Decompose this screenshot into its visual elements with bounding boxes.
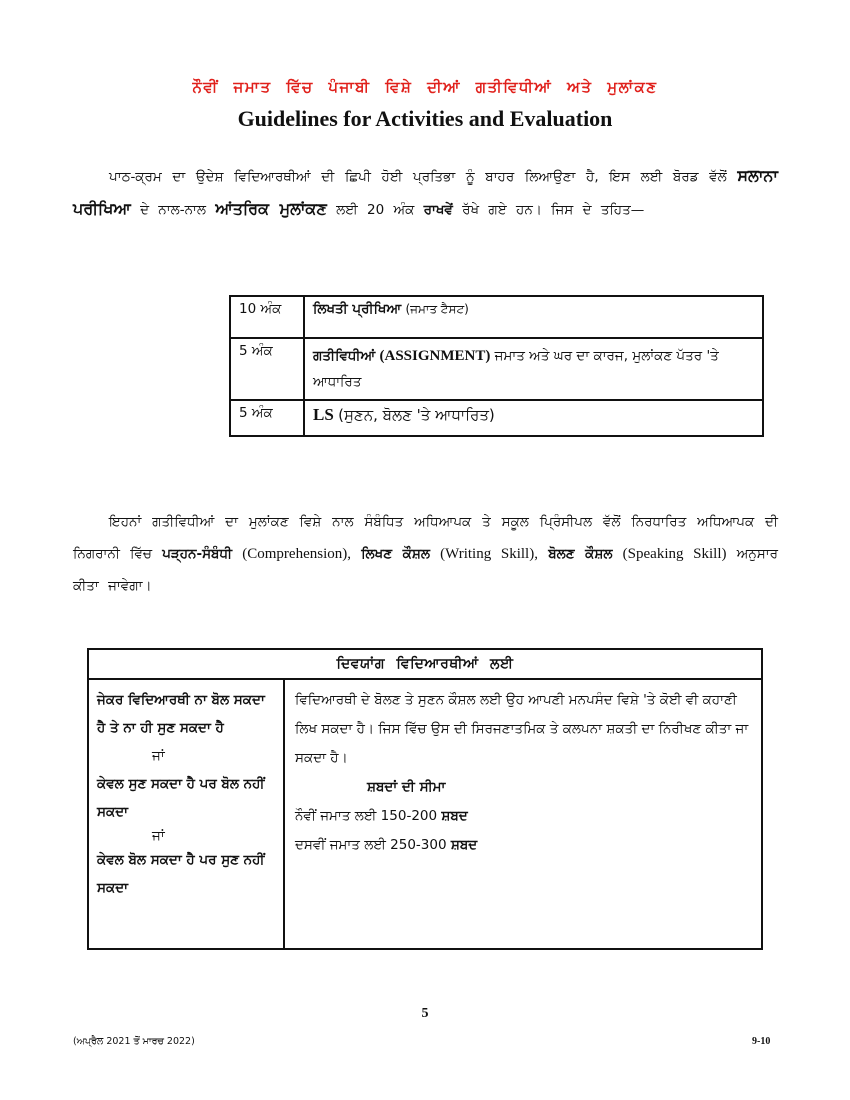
marks-cell: 10 ਅੰਕ xyxy=(230,296,304,338)
limit-bold: ਸ਼ਬਦ xyxy=(441,808,468,824)
intro-bold-internal-eval: ਆਂਤਰਿਕ ਮੁਲਾਂਕਣ xyxy=(215,199,327,218)
condition-2: ਕੇਵਲ ਸੁਣ ਸਕਦਾ ਹੈ ਪਰ ਬੋਲ ਨਹੀਂ ਸਕਦਾ xyxy=(97,776,265,820)
eval-en-comprehension: (Comprehension), xyxy=(242,546,351,562)
instructions-text: ਵਿਦਿਆਰਥੀ ਦੇ ਬੋਲਣ ਤੇ ਸੁਣਨ ਕੌਸ਼ਲ ਲਈ ਉਹ ਆਪਣੀ ਮਨਪਸੰਦ ਵਿਸ਼ੇ 'ਤੇ ਕੋਈ ਵੀ ਕਹਾਣੀ ਲਿਖ ਸਕਦਾ ਹੈ। ਜਿਸ ਵਿੱਚ ਉਸ ਦੀ ਸਿਰਜਣਾਤਮਿਕ ਤੇ ਕਲਪਨਾ ਸ਼ਕਤੀ ਦਾ ਨਿਰੀਖਣ ਕੀਤਾ ਜਾ ਸਕਦਾ ਹੈ। xyxy=(295,692,749,766)
limit-text: ਨੌਵੀਂ ਜਮਾਤ ਲਈ 150-200 xyxy=(295,808,438,824)
eval-en-speaking: (Speaking Skill) xyxy=(622,546,727,562)
instructions-cell xyxy=(284,679,762,949)
intro-bold-reserved: ਰਾਖਵੇਂ xyxy=(423,202,453,218)
description-cell xyxy=(304,296,763,338)
or-separator: ਜਾਂ xyxy=(152,748,165,764)
desc-english: (ASSIGNMENT) xyxy=(379,348,491,364)
eval-text-1: ਇਹਨਾਂ ਗਤੀਵਿਧੀਆਂ ਦਾ ਮੁਲਾਂਕਣ ਵਿਸ਼ੇ ਨਾਲ ਸੰਬੰਧਿਤ ਅਧਿਆਪਕ ਤੇ ਸਕੂਲ ਪ੍ਰਿੰਸੀਪਲ ਵੱਲੋਂ ਨਿਰਧਾਰਿਤ ਅਧਿਆਪਕ ਦੀ ਨਿਗਰਾਨੀ ਵਿੱਚ xyxy=(73,514,778,562)
footer-date-range: (ਅਪ੍ਰੈਲ 2021 ਤੋਂ ਮਾਰਚ 2022) xyxy=(73,1036,195,1047)
word-limit-class-10 xyxy=(295,831,751,860)
or-separator: ਜਾਂ xyxy=(152,828,165,844)
page-title-punjabi: ਨੌਵੀਂ ਜਮਾਤ ਵਿੱਚ ਪੰਜਾਬੀ ਵਿਸ਼ੇ ਦੀਆਂ ਗਤੀਵਿਧੀਆਂ ਅਤੇ ਮੁਲਾਂਕਣ xyxy=(192,78,658,96)
desc-bold: ਗਤੀਵਿਧੀਆਂ xyxy=(313,348,376,364)
eval-bold-comprehension: ਪੜ੍ਹਨ-ਸੰਬੰਧੀ xyxy=(162,546,233,562)
limit-text: ਦਸਵੀਂ ਜਮਾਤ ਲਈ 250-300 xyxy=(295,837,447,853)
disabled-students-table xyxy=(87,648,763,950)
marks-table xyxy=(229,295,764,437)
eval-bold-speaking: ਬੋਲਣ ਕੌਸ਼ਲ xyxy=(548,546,613,562)
intro-text-3: ਲਈ 20 ਅੰਕ xyxy=(336,202,415,218)
footer-class-range: 9-10 xyxy=(752,1036,771,1047)
limit-bold: ਸ਼ਬਦ xyxy=(450,837,478,853)
description-cell xyxy=(304,400,763,436)
desc-bold: ਲਿਖਤੀ ਪ੍ਰੀਖਿਆ xyxy=(313,301,402,317)
evaluation-paragraph xyxy=(73,506,778,602)
table-row xyxy=(230,338,763,400)
table-row xyxy=(230,400,763,436)
table-row xyxy=(230,296,763,338)
word-limit-class-9 xyxy=(295,802,751,831)
marks-cell: 5 ਅੰਕ xyxy=(230,338,304,400)
table-heading: ਦਿਵਯਾਂਗ ਵਿਦਿਆਰਥੀਆਂ ਲਈ xyxy=(88,649,762,679)
eval-text-2: ਅਨੁਸਾਰ ਕੀਤਾ ਜਾਵੇਗਾ। xyxy=(73,546,778,594)
intro-text-4: ਰੱਖੇ ਗਏ ਹਨ। ਜਿਸ ਦੇ ਤਹਿਤ— xyxy=(462,202,645,218)
condition-1: ਜੇਕਰ ਵਿਦਿਆਰਥੀ ਨਾ ਬੋਲ ਸਕਦਾ ਹੈ ਤੇ ਨਾ ਹੀ ਸੁਣ ਸਕਦਾ ਹੈ xyxy=(97,692,265,736)
word-limit-heading: ਸ਼ਬਦਾਂ ਦੀ ਸੀਮਾ xyxy=(367,779,446,795)
intro-text-1: ਪਾਠ-ਕ੍ਰਮ ਦਾ ਉਦੇਸ਼ ਵਿਦਿਆਰਥੀਆਂ ਦੀ ਛਿਪੀ ਹੋਈ ਪ੍ਰਤਿਭਾ ਨੂੰ ਬਾਹਰ ਲਿਆਉਣਾ ਹੈ, ਇਸ ਲਈ ਬੋਰਡ ਵੱਲੋਂ xyxy=(109,169,727,185)
intro-text-2: ਦੇ ਨਾਲ-ਨਾਲ xyxy=(140,202,207,218)
desc-english: LS xyxy=(313,405,334,424)
table-row xyxy=(88,679,762,949)
conditions-cell xyxy=(88,679,284,949)
intro-bold-annual-exam: ਸਲਾਨਾ ਪਰੀਖਿਆ xyxy=(73,166,778,218)
page-number: 5 xyxy=(421,1006,429,1021)
page-title-english: Guidelines for Activities and Evaluation xyxy=(237,106,613,131)
marks-cell: 5 ਅੰਕ xyxy=(230,400,304,436)
desc-text: (ਸੁਣਨ, ਬੋਲਣ 'ਤੇ ਆਧਾਰਿਤ) xyxy=(338,406,495,424)
condition-3: ਕੇਵਲ ਬੋਲ ਸਕਦਾ ਹੈ ਪਰ ਸੁਣ ਨਹੀਂ ਸਕਦਾ xyxy=(97,852,265,896)
intro-paragraph xyxy=(73,160,778,226)
desc-text: ਜਮਾਤ ਅਤੇ ਘਰ ਦਾ ਕਾਰਜ, ਮੁਲਾਂਕਣ ਪੱਤਰ 'ਤੇ ਆਧਾਰਿਤ xyxy=(313,348,719,390)
eval-bold-writing: ਲਿਖਣ ਕੌਸ਼ਲ xyxy=(361,546,430,562)
description-cell xyxy=(304,338,763,400)
desc-text: (ਜਮਾਤ ਟੈਸਟ) xyxy=(405,302,469,316)
table-header-row xyxy=(88,649,762,679)
eval-en-writing: (Writing Skill), xyxy=(440,546,538,562)
